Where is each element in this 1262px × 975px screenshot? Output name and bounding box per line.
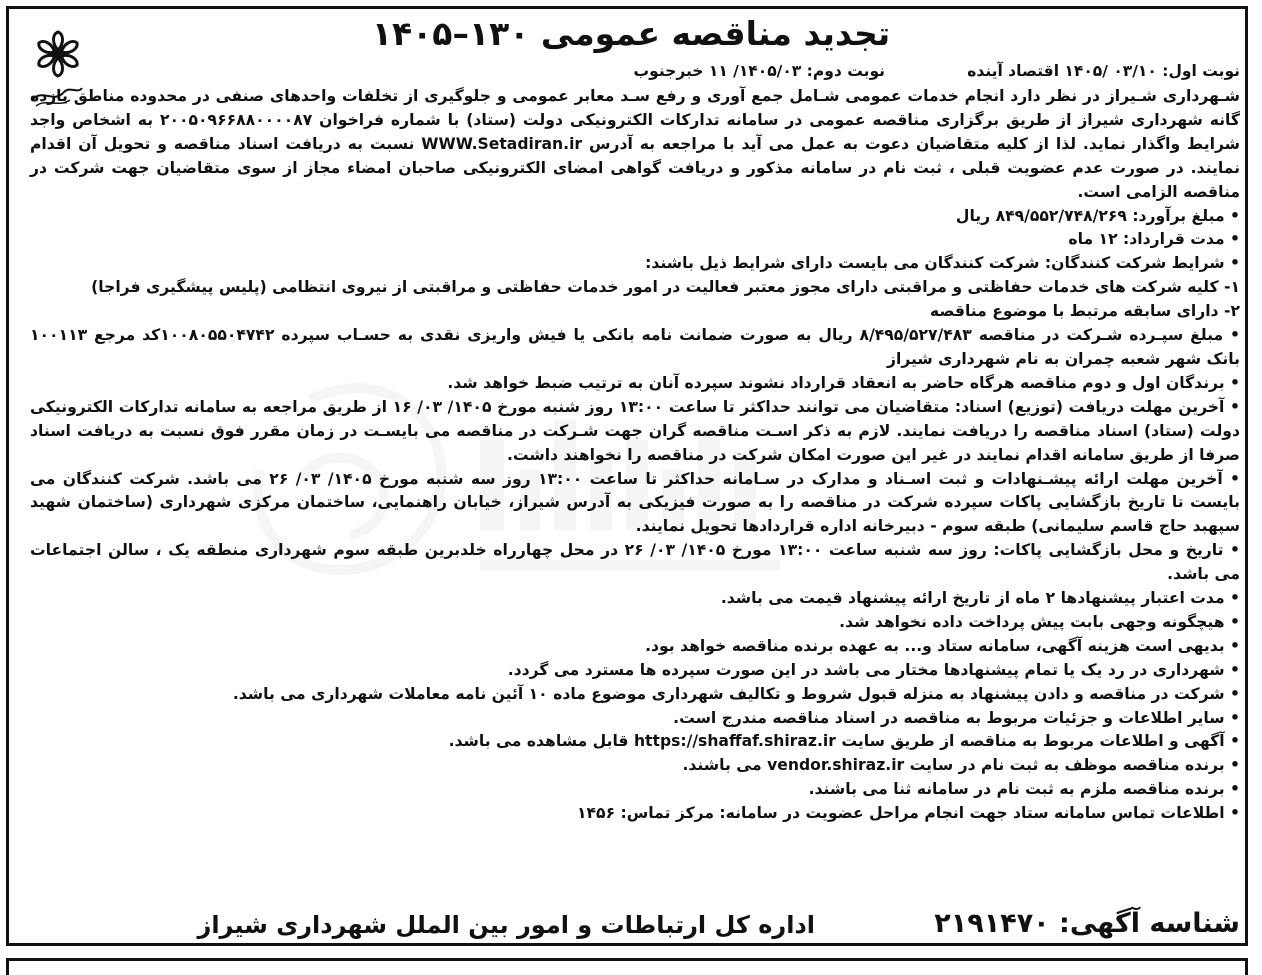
sana-registration: • برنده مناقصه ملزم به ثبت نام در سامانه ثنا می باشند. <box>808 780 1240 799</box>
winners-deposit: • برندگان اول و دوم مناقصه هرگاه حاضر به انعقاد قرارداد نشوند سپرده آنان به ترتیب ضبط خواهد شد. <box>447 373 1240 392</box>
ad-cost: • بدیهی است هزینه آگهی، سامانه ستاد و... به عهده برنده مناقصه خواهد بود. <box>645 636 1240 655</box>
notice-body <box>30 85 1240 826</box>
acceptance-terms: • شرکت در مناقصه و دادن پیشنهاد به منزله قبول شروط و تکالیف شهرداری موضوع ماده ۱۰ آئین نامه معاملات شهرداری می باشد. <box>232 684 1240 703</box>
intro-paragraph: شـهرداری شـیراز در نظر دارد انجام خدمات عمومی شـامل جمع آوری و رفع سـد معابر عمومی و جلوگیری از تخلفات واحدهای صنفی در محدوده مناطق یازده گانه شهرداری شیراز از طریق برگزاری مناقصه عمومی در سامانه تدارکات الکترونیکی دولت (ستاد) با شماره فراخوان ۲۰۰۵۰۹۶۶۸۸۰۰۰۰۸۷ به اشخاص واجد شرایط واگذار نماید. لذا از کلیه متقاضیان دعوت به عمل می آید با مراجعه به آدرس WWW.Setadiran.ir نسبت به دریافت اسناد مناقصه و تحویل آن اقدام نمایند. در صورت عدم عضویت قبلی ، ثبت نام در سامانه مذکور و دریافت گواهی امضای الکترونیکی صاحبان امضاء مجاز از سوی متقاضیان جهت شرکت در مناقصه الزامی است. <box>30 87 1240 201</box>
footer <box>28 908 1240 942</box>
publication-notices <box>360 62 1240 84</box>
validity-period: • مدت اعتبار پیشنهادها ۲ ماه از تاریخ ارائه پیشنهاد قیمت می باشد. <box>720 589 1240 608</box>
contract-duration: • مدت قرارداد: ۱۲ ماه <box>1068 230 1240 249</box>
opening-date: • تاریخ و محل بازگشایی پاکات: روز سه شنبه ساعت ۱۳:۰۰ مورخ ۱۴۰۵/ ۰۳/ ۲۶ در محل چهارراه خلدبرین طبقه سوم شهرداری منطقه یک ، سالن اجتماعات می باشد. <box>30 541 1241 584</box>
contact-info: • اطلاعات تماس سامانه ستاد جهت انجام مراحل عضویت در سامانه: مرکز تماس: ۱۴۵۶ <box>577 804 1240 823</box>
second-notice: نوبت دوم: ۱۴۰۵/۰۳/ ۱۱ خبرجنوب <box>633 62 885 80</box>
next-notice-frame-edge <box>6 958 1248 975</box>
rejection-right: • شهرداری در رد یک یا تمام پیشنهادها مختار می باشد در این صورت سپرده ها مسترد می گردد. <box>507 660 1240 679</box>
website-info: • آگهی و اطلاعات مربوط به مناقصه از طریق سایت https://shaffaf.shiraz.ir قابل مشاهده می باشد. <box>448 732 1240 751</box>
participant-conditions: • شرایط شرکت کنندگان: شرکت کنندگان می بایست دارای شرایط ذیل باشند: <box>645 254 1240 273</box>
other-info: • سایر اطلاعات و جزئیات مربوط به مناقصه در اسناد مناقصه مندرج است. <box>673 708 1240 727</box>
deposit-amount: • مبلغ سپـرده شـرکت در مناقصه ۸/۴۹۵/۵۲۷/۴۸۳ ریال به صورت ضمانت نامه بانکی یا فیش واریزی نقدی به حسـاب سپرده ۱۰۰۸۰۵۵۰۴۷۴۲کد مرجع ۱۰۰۱۱۳ بانک شهر شعبه چمران به نام شهرداری شیراز <box>30 326 1240 368</box>
estimate-amount: • مبلغ برآورد: ۸۴۹/۵۵۲/۷۴۸/۲۶۹ ریال <box>955 206 1240 225</box>
document-deadline: • آخرین مهلت دریافت (توزیع) اسناد: متقاضیان می توانند حداکثر تا ساعت ۱۳:۰۰ روز شنبه مورخ ۱۴۰۵/ ۰۳/ ۱۶ از طریق مراجعه به سامانه تدارکات الکترونیکی دولت (ستاد) اسناد مناقصه را دریافت نمایند. لازم به ذکر اسـت مناقصه گران جهت شـرکت در مناقصه می بایسـت در زمان مقرر فوق نسبت به دریافت اسناد صرفا از طریق سامانه اقدام نمایند در غیر این صورت امکان شرکت در مناقصه را نخواهند داشت. <box>30 397 1241 464</box>
organization-name: اداره کل ارتباطات و امور بین الملل شهرداری شیراز <box>197 911 815 939</box>
vendor-registration: • برنده مناقصه موظف به ثبت نام در سایت vendor.shiraz.ir می باشند. <box>682 756 1240 775</box>
no-prepayment: • هیچگونه وجهی بابت پیش پرداخت داده نخواهد شد. <box>839 612 1240 631</box>
ad-id: شناسه آگهی: ۲۱۹۱۴۷۰ <box>934 908 1240 939</box>
condition-1: ۱- کلیه شرکت های خدمات حفاظتی و مراقبتی دارای مجوز معتبر فعالیت در امور خدمات حفاظتی و مراقبتی از نیروی انتظامی (پلیس پیشگیری فراجا) <box>91 278 1240 297</box>
page-title: تجدید مناقصه عمومی ۱۳۰–۱۴۰۵ <box>371 14 891 53</box>
submission-deadline: • آخرین مهلت ارائه پیشـنهادات و ثبت اسـناد و مدارک در سـامانه حداکثر تا ساعت ۱۳:۰۰ روز سه شنبه مورخ ۱۴۰۵/ ۰۳/ ۲۶ می باشد. شرکت کنندگان می بایست تا تاریخ بازگشایی پاکات سپرده شرکت در مناقصه را به صورت فیزیکی به آدرس شیراز، خیابان راهنمایی، ساختمان مرکزی شهرداری (ساختمان شهید سپهبد حاج قاسم سلیمانی) طبقه سوم - دبیرخانه اداره قراردادها تحویل نمایند. <box>30 469 1241 536</box>
condition-2: ۲- دارای سابقه مرتبط با موضوع مناقصه <box>929 302 1240 321</box>
first-notice: نوبت اول: ۰۳/۱۰ /۱۴۰۵ اقتصاد آینده <box>967 62 1240 80</box>
